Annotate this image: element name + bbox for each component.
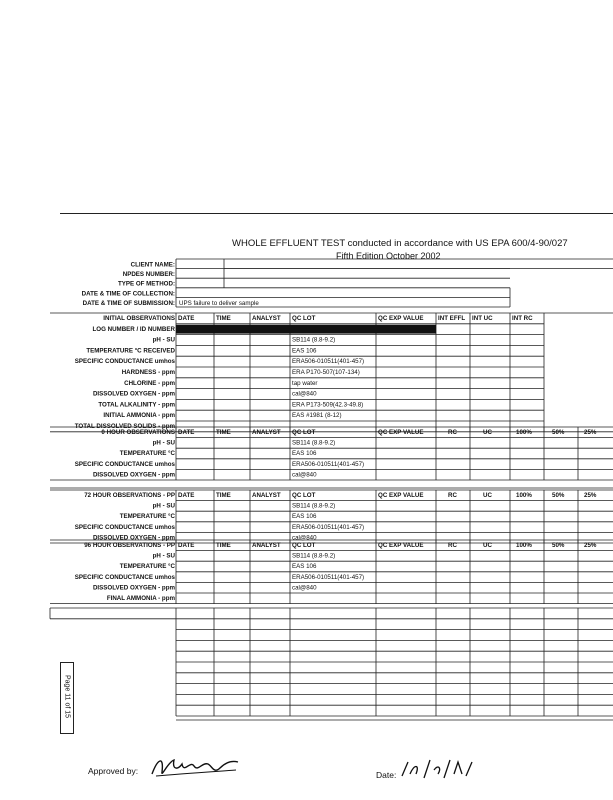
qc-lot-value: ERA506-010511(401-457) — [292, 460, 365, 468]
col-50-header: 50% — [552, 492, 565, 499]
hour96-section-title: 96 HOUR OBSERVATIONS - PP — [84, 542, 175, 549]
client-field-label: DATE & TIME OF COLLECTION: — [81, 290, 175, 298]
qc-lot-value: cal@840 — [292, 534, 317, 542]
row-label: TEMPERATURE °C — [119, 513, 175, 521]
col-qc-exp-header: QC EXP VALUE — [378, 429, 424, 436]
col-uc-header: UC — [483, 492, 492, 499]
document-title: WHOLE EFFLUENT TEST conducted in accordance with US EPA 600/4-90/027 — [232, 238, 568, 249]
qc-lot-value: ERA506-010511(401-457) — [292, 573, 365, 581]
row-label: TOTAL DISSOLVED SOLIDS - ppm — [74, 423, 175, 430]
row-label: TEMPERATURE °C — [119, 563, 175, 571]
col-time-header: TIME — [216, 315, 231, 322]
col-qc-exp-header: QC EXP VALUE — [378, 315, 424, 322]
col-qc-lot-header: QC LOT — [292, 315, 316, 322]
row-label: CHLORINE - ppm — [124, 379, 175, 387]
col-qc-lot-header: QC LOT — [292, 542, 316, 549]
client-field-label: TYPE OF METHOD: — [117, 280, 175, 288]
col-50-header: 50% — [552, 429, 565, 436]
row-label: FINAL AMMONIA - ppm — [106, 595, 175, 602]
col-time-header: TIME — [216, 542, 231, 549]
col-time-header: TIME — [216, 429, 231, 436]
qc-lot-value: EAS #1981 (8-12) — [292, 412, 342, 420]
row-label: pH - SU — [152, 552, 175, 560]
col-25-header: 25% — [584, 429, 597, 436]
row-label: HARDNESS - ppm — [121, 369, 175, 376]
qc-lot-value: ERA P173-509(42.3-49.8) — [292, 401, 364, 409]
col-rc-header: RC — [448, 542, 457, 549]
col-int-rc-header: INT RC — [512, 315, 533, 322]
col-date-header: DATE — [178, 315, 195, 322]
hour0-section-title: 0 HOUR OBSERVATIONS — [101, 429, 175, 436]
qc-lot-value: EAS 106 — [292, 347, 317, 355]
row-label: pH - SU — [152, 502, 175, 510]
row-label: SPECIFIC CONDUCTANCE umhos — [74, 523, 175, 531]
col-100-header: 100% — [516, 492, 532, 499]
row-label: DISSOLVED OXYGEN - ppm — [92, 534, 175, 542]
row-label: SPECIFIC CONDUCTANCE umhos — [74, 460, 175, 468]
qc-lot-value: ERA506-010511(401-457) — [292, 358, 365, 366]
row-label: TEMPERATURE °C — [119, 450, 175, 458]
row-label: TEMPERATURE °C RECEIVED — [86, 347, 175, 355]
col-25-header: 25% — [584, 542, 597, 549]
col-qc-exp-header: QC EXP VALUE — [378, 492, 424, 499]
col-int-effl-header: INT EFFL — [438, 315, 466, 322]
client-field-label: NPDES NUMBER: — [122, 271, 175, 279]
col-analyst-header: ANALYST — [252, 542, 281, 549]
handwritten-date — [398, 756, 478, 782]
qc-lot-value: SB114 (8.8-9.2) — [292, 439, 336, 447]
col-date-header: DATE — [178, 492, 195, 499]
qc-lot-value: ERA506-010511(401-457) — [292, 523, 365, 531]
col-analyst-header: ANALYST — [252, 429, 281, 436]
col-100-header: 100% — [516, 542, 532, 549]
col-qc-exp-header: QC EXP VALUE — [378, 542, 424, 549]
qc-lot-value: SB114 (8.8-9.2) — [292, 502, 336, 510]
approved-by-label: Approved by: — [88, 766, 139, 776]
row-label: LOG NUMBER / ID NUMBER — [92, 325, 175, 333]
qc-lot-value: tap water — [292, 379, 318, 387]
page-stamp — [60, 662, 74, 734]
qc-lot-value: SB114 (8.8-9.2) — [292, 336, 336, 344]
hour72-section-title: 72 HOUR OBSERVATIONS - PP — [84, 492, 175, 499]
row-label: SPECIFIC CONDUCTANCE umhos — [74, 358, 175, 366]
initial-section-title: INITIAL OBSERVATIONS — [103, 315, 175, 322]
document-edition: Fifth Edition October 2002 — [336, 251, 441, 261]
row-label: pH - SU — [152, 439, 175, 447]
col-uc-header: UC — [483, 429, 492, 436]
log-number-blackout — [176, 325, 436, 334]
col-qc-lot-header: QC LOT — [292, 429, 316, 436]
row-label: DISSOLVED OXYGEN - ppm — [92, 471, 175, 479]
approver-signature — [148, 752, 243, 782]
row-label: SPECIFIC CONDUCTANCE umhos — [74, 573, 175, 581]
qc-lot-value: ERA P170-507(107-134) — [292, 369, 360, 376]
col-time-header: TIME — [216, 492, 231, 499]
col-rc-header: RC — [448, 429, 457, 436]
col-uc-header: UC — [483, 542, 492, 549]
qc-lot-value: EAS 106 — [292, 563, 317, 571]
col-rc-header: RC — [448, 492, 457, 499]
col-qc-lot-header: QC LOT — [292, 492, 316, 499]
col-analyst-header: ANALYST — [252, 315, 281, 322]
row-label: DISSOLVED OXYGEN - ppm — [92, 584, 175, 592]
page-stamp-text: Page 11 of 15 — [63, 674, 71, 719]
col-date-header: DATE — [178, 542, 195, 549]
qc-lot-value: EAS 106 — [292, 513, 317, 521]
qc-lot-value: cal@840 — [292, 390, 317, 398]
row-label: INITIAL AMMONIA - ppm — [103, 412, 175, 420]
client-field-label: CLIENT NAME: — [130, 261, 175, 269]
row-label: pH - SU — [152, 336, 175, 344]
qc-lot-value: SB114 (8.8-9.2) — [292, 552, 336, 560]
date-label: Date: — [376, 770, 397, 780]
qc-lot-value: cal@840 — [292, 584, 317, 592]
row-label: TOTAL ALKALINITY - ppm — [98, 401, 175, 409]
client-field-label: DATE & TIME OF SUBMISSION: — [82, 299, 175, 307]
col-analyst-header: ANALYST — [252, 492, 281, 499]
col-50-header: 50% — [552, 542, 565, 549]
col-25-header: 25% — [584, 492, 597, 499]
col-int-uc-header: INT UC — [472, 315, 493, 322]
row-label: DISSOLVED OXYGEN - ppm — [92, 390, 175, 398]
qc-lot-value: cal@840 — [292, 471, 317, 479]
client-field-value: UPS failure to deliver sample — [179, 299, 259, 307]
qc-lot-value: EAS 106 — [292, 450, 317, 458]
col-100-header: 100% — [516, 429, 532, 436]
col-date-header: DATE — [178, 429, 195, 436]
